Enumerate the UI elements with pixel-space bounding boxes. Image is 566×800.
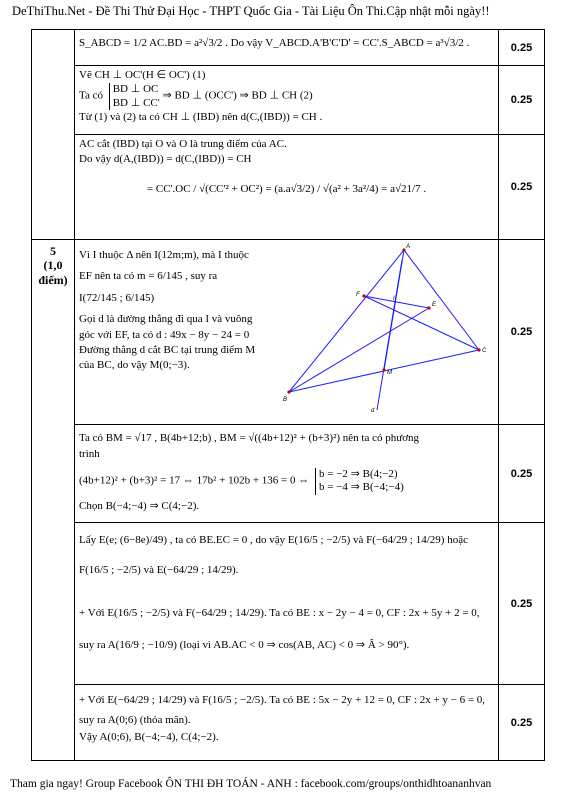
solution-text: ⇒ BD ⊥ (OCC') ⇒ BD ⊥ CH (2) bbox=[162, 90, 313, 103]
solution-line bbox=[79, 462, 494, 494]
label-a: A bbox=[406, 244, 411, 250]
system-line: b = −2 ⇒ B(4;−2) bbox=[318, 468, 398, 481]
solution-line: của BC, do vậy M(0;−3). bbox=[79, 359, 190, 372]
solution-line: + Với E(16/5 ; −2/5) và F(−64/29 ; 14/29). Ta có BE : x − 2y − 4 = 0, CF : 2x + 5y + 2 = 0, bbox=[79, 607, 480, 620]
solution-line: trình bbox=[79, 447, 100, 460]
solution-line: = CC'.OC / √(CC'² + OC²) = (a.a√3/2) / √(a² + 3a²/4) = a√21/7 . bbox=[146, 182, 427, 195]
solution-line: Đường thẳng d cắt BC tại trung điểm M bbox=[79, 343, 256, 356]
score-cell: 0.25 bbox=[499, 685, 545, 761]
label-e: E bbox=[432, 302, 437, 308]
solution-table bbox=[31, 29, 545, 761]
solution-line: Vẽ CH ⊥ OC'(H ∈ OC') (1) bbox=[79, 69, 206, 81]
score-cell: 0.25 bbox=[499, 135, 545, 240]
score-cell: 0.25 bbox=[499, 425, 545, 523]
solution-line: I(72/145 ; 6/145) bbox=[79, 291, 155, 304]
solution-line: + Với E(−64/29 ; 14/29) và F(16/5 ; −2/5). Ta có BE : 5x − 2y + 12 = 0, CF : 2x + y − 6 = 0, bbox=[79, 694, 486, 707]
solution-line: F(16/5 ; −2/5) và E(−64/29 ; 14/29). bbox=[79, 563, 239, 576]
table-row bbox=[32, 30, 545, 66]
label-d: d bbox=[371, 408, 375, 414]
solution-text: (4b+12)² + (b+3)² = 17 ⇔ 17b² + 102b + 136 = 0 ⇔ bbox=[79, 474, 310, 487]
solution-cell bbox=[75, 425, 499, 523]
solution-cell bbox=[75, 523, 499, 685]
table-row bbox=[32, 240, 545, 425]
solution-text: Ta có bbox=[79, 90, 103, 103]
segment-cf bbox=[364, 296, 479, 350]
solution-line: suy ra A(0;6) (thỏa mãn). bbox=[79, 713, 191, 726]
system-line: BD ⊥ OC bbox=[112, 83, 159, 96]
point-f bbox=[362, 294, 365, 297]
solution-line: Từ (1) và (2) ta có CH ⊥ (IBD) nên d(C,(IBD)) = CH . bbox=[79, 110, 323, 123]
triangle-figure bbox=[279, 242, 494, 422]
label-i: I bbox=[393, 296, 395, 302]
score-cell: 0.25 bbox=[499, 240, 545, 425]
solution-cell bbox=[75, 135, 499, 240]
system-line: b = −4 ⇒ B(−4;−4) bbox=[318, 481, 404, 494]
point-b bbox=[287, 390, 290, 393]
score-cell: 0.25 bbox=[499, 66, 545, 135]
table-row bbox=[32, 685, 545, 761]
label-c: C bbox=[482, 348, 487, 354]
system-brace bbox=[315, 468, 404, 494]
solution-cell bbox=[75, 240, 499, 425]
system-brace bbox=[109, 83, 160, 109]
question-cell bbox=[32, 30, 75, 240]
point-m bbox=[382, 368, 385, 371]
table-row bbox=[32, 425, 545, 523]
solution-line: EF nên ta có m = 6/145 , suy ra bbox=[79, 270, 218, 283]
segment-be bbox=[289, 308, 429, 392]
question-points-unit: điểm) bbox=[38, 272, 68, 287]
solution-line: góc với EF, ta có d : 49x − 8y − 24 = 0 bbox=[79, 328, 250, 341]
solution-line: AC cắt (IBD) tại O và O là trung điểm của AC. bbox=[79, 138, 287, 150]
point-e bbox=[427, 306, 430, 309]
solution-line: Gọi d là đường thẳng đi qua I và vuông bbox=[79, 313, 253, 326]
solution-line: Do vậy d(A,(IBD)) = d(C,(IBD)) = CH bbox=[79, 153, 252, 166]
solution-line: Ta có BM = √17 , B(4b+12;b) , BM = √((4b+12)² + (b+3)²) nên ta có phương bbox=[79, 432, 420, 445]
score-cell: 0.25 bbox=[499, 30, 545, 66]
solution-line: Vậy A(0;6), B(−4;−4), C(4;−2). bbox=[79, 731, 219, 744]
table-row bbox=[32, 135, 545, 240]
solution-line: Lấy E(e; (6−8e)/49) , ta có BE.EC = 0 , do vậy E(16/5 ; −2/5) và F(−64/29 ; 14/29) hoặc bbox=[79, 534, 468, 547]
point-c bbox=[477, 348, 480, 351]
score-cell: 0.25 bbox=[499, 523, 545, 685]
table-row bbox=[32, 523, 545, 685]
page-header: DeThiThu.Net - Đề Thi Thử Đại Học - THPT Quốc Gia - Tài Liệu Ôn Thi.Cập nhật mỗi ngày!! bbox=[12, 4, 490, 18]
solution-cell bbox=[75, 685, 499, 761]
label-f: F bbox=[356, 292, 360, 298]
page-footer: Tham gia ngay! Group Facebook ÔN THI ĐH TOÁN - ANH : facebook.com/groups/onthidhtoananhvan bbox=[10, 778, 492, 790]
solution-line: S_ABCD = 1/2 AC.BD = a²√3/2 . Do vậy V_ABCD.A'B'C'D' = CC'.S_ABCD = a³√3/2 . bbox=[79, 37, 470, 49]
solution-line: Chọn B(−4;−4) ⇒ C(4;−2). bbox=[79, 499, 200, 512]
label-b: B bbox=[283, 397, 288, 403]
label-m: M bbox=[387, 370, 392, 376]
table-row bbox=[32, 66, 545, 135]
solution-line bbox=[79, 83, 494, 109]
solution-line: suy ra A(16/9 ; −10/9) (loại vì AB.AC < 0 ⇒ cos(AB, AC) < 0 ⇒ Â > 90°). bbox=[79, 638, 410, 651]
solution-cell bbox=[75, 66, 499, 135]
segment-ac bbox=[404, 250, 479, 350]
geometry-diagram bbox=[279, 242, 494, 417]
solution-cell bbox=[75, 30, 499, 66]
question-points: (1,0 bbox=[43, 258, 63, 273]
system-line: BD ⊥ CC' bbox=[112, 96, 160, 109]
question-cell bbox=[32, 240, 75, 761]
question-number: 5 bbox=[50, 244, 56, 258]
solution-line: Vì I thuộc Δ nên I(12m;m), mà I thuộc bbox=[79, 249, 249, 261]
line-d bbox=[377, 260, 402, 410]
solution-text-block bbox=[79, 242, 279, 422]
solution-with-figure bbox=[79, 242, 494, 422]
